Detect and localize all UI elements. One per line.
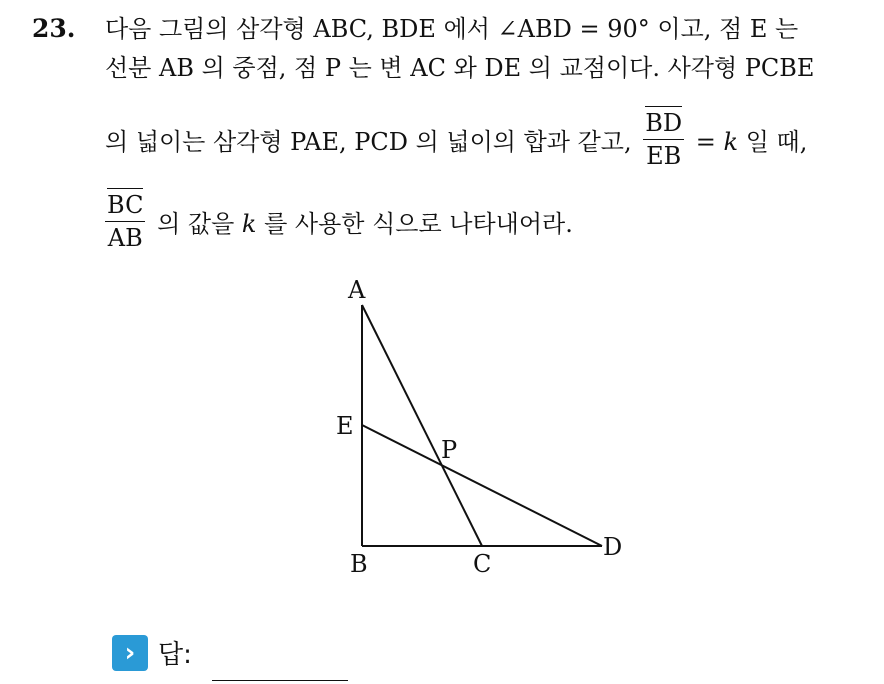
fraction-2-numerator: BC (107, 188, 143, 219)
problem-line-2: 선분 AB 의 중점, 점 P 는 변 AC 와 DE 의 교점이다. 사각형 PCBE (105, 54, 815, 82)
label-b: B (350, 550, 368, 578)
problem-line-4-b: 를 사용한 식으로 나타내어라. (264, 210, 573, 238)
label-d: D (603, 533, 623, 561)
equals-sign: = (695, 128, 716, 156)
answer-row (112, 634, 192, 671)
problem-line-1: 다음 그림의 삼각형 ABC, BDE 에서 ∠ABD = 90° 이고, 점 E 는 (105, 15, 799, 43)
problem-line-3-tail: 일 때, (745, 128, 808, 156)
variable-k-2: k (241, 210, 257, 238)
label-p: P (441, 436, 458, 464)
problem-line-3-text: 의 넓이는 삼각형 PAE, PCD 의 넓이의 합과 같고, (105, 128, 632, 156)
problem-line-4-a: 의 값을 (157, 210, 235, 238)
answer-label: 답: (158, 640, 192, 670)
fraction-1-numerator: BD (645, 106, 682, 137)
label-c: C (473, 550, 492, 578)
label-a: A (348, 276, 366, 304)
problem-number: 23. (32, 14, 76, 43)
segment-ac (362, 305, 482, 546)
chevron-right-icon: › (112, 635, 148, 671)
segment-ed (362, 425, 602, 546)
answer-blank-line[interactable] (212, 680, 348, 681)
variable-k: k (723, 128, 739, 156)
fraction-1-denominator: EB (646, 139, 681, 170)
fraction-2-denominator: AB (108, 221, 143, 252)
label-e: E (336, 412, 354, 440)
